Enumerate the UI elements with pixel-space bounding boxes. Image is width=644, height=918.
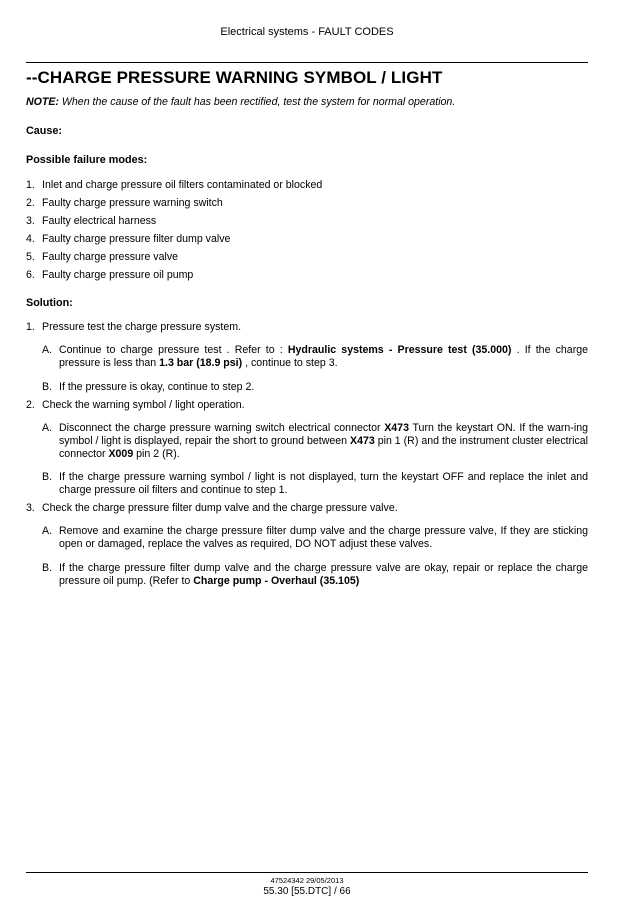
step-number: 1. bbox=[26, 321, 35, 333]
solution-step-2 bbox=[26, 399, 588, 412]
note-label: NOTE: bbox=[26, 96, 59, 108]
substep-text-part: Turn the keystart ON. If the warn-ing symbol / light is displayed, repair the short to ground between bbox=[59, 422, 588, 447]
footer-rule bbox=[26, 872, 588, 873]
connector-id: X009 bbox=[108, 448, 134, 460]
substep-text-part: If the charge pressure filter dump valve and the charge pressure valve are okay, repair or replace the charge pressure oil pump. (Refer to bbox=[59, 562, 588, 587]
step-text: Check the warning symbol / light operation. bbox=[42, 399, 245, 411]
step-1-substep-a bbox=[42, 344, 588, 370]
step-1-substep-b bbox=[42, 381, 588, 394]
failure-modes-list bbox=[26, 178, 588, 286]
item-number: 3. bbox=[26, 215, 35, 227]
list-item bbox=[26, 214, 588, 232]
step-number: 3. bbox=[26, 502, 35, 514]
footer-doc-ref: 47524342 29/05/2013 bbox=[270, 876, 344, 885]
substep-text: Remove and examine the charge pressure filter dump valve and the charge pressure valve, If they are sticking open or damaged, replace the valves as required, DO NOT adjust these valves. bbox=[59, 525, 588, 550]
reference-link: Charge pump - Overhaul (35.105) bbox=[193, 575, 360, 587]
item-text: Faulty electrical harness bbox=[42, 215, 157, 227]
failure-modes-heading: Possible failure modes: bbox=[26, 154, 148, 166]
step-3-substep-a bbox=[42, 525, 588, 551]
step-text: Pressure test the charge pressure system. bbox=[42, 321, 242, 333]
substep-text bbox=[42, 344, 588, 370]
step-2-substep-a bbox=[42, 422, 588, 461]
solution-heading: Solution: bbox=[26, 297, 73, 309]
substep-text-part: , continue to step 3. bbox=[242, 357, 338, 369]
item-number: 2. bbox=[26, 197, 35, 209]
pressure-value: 1.3 bar (18.9 psi) bbox=[159, 357, 243, 369]
page-title: --CHARGE PRESSURE WARNING SYMBOL / LIGHT bbox=[26, 68, 443, 87]
item-text: Inlet and charge pressure oil filters contaminated or blocked bbox=[42, 179, 323, 191]
cause-heading: Cause: bbox=[26, 125, 63, 137]
note-text: When the cause of the fault has been rectified, test the system for normal operation. bbox=[58, 96, 456, 108]
substep-text bbox=[42, 422, 588, 461]
substep-letter: B. bbox=[42, 471, 53, 483]
connector-id: X473 bbox=[350, 435, 375, 447]
list-item bbox=[26, 250, 588, 268]
item-number: 4. bbox=[26, 233, 35, 245]
item-text: Faulty charge pressure filter dump valve bbox=[42, 233, 231, 245]
substep-letter: A. bbox=[42, 344, 53, 356]
substep-text-part: pin 2 (R). bbox=[133, 448, 180, 460]
item-number: 5. bbox=[26, 251, 35, 263]
note bbox=[26, 96, 455, 108]
step-number: 2. bbox=[26, 399, 35, 411]
substep-letter: B. bbox=[42, 381, 53, 393]
list-item bbox=[26, 268, 588, 286]
header-rule bbox=[26, 62, 588, 63]
substep-text-part: . If the charge pressure is less than bbox=[59, 344, 588, 369]
footer-page-ref: 55.30 [55.DTC] / 66 bbox=[263, 886, 351, 897]
substep-text-part: Disconnect the charge pressure warning switch electrical connector bbox=[59, 422, 385, 434]
substep-text-part: Continue to charge pressure test . Refer to : bbox=[59, 344, 288, 356]
substep-letter: B. bbox=[42, 562, 53, 574]
list-item bbox=[26, 232, 588, 250]
item-number: 1. bbox=[26, 179, 35, 191]
solution-step-1 bbox=[26, 321, 588, 334]
document-page bbox=[26, 0, 588, 918]
substep-text: If the pressure is okay, continue to step 2. bbox=[59, 381, 255, 393]
step-2-substep-b bbox=[42, 471, 588, 497]
substep-letter: A. bbox=[42, 422, 53, 434]
item-text: Faulty charge pressure warning switch bbox=[42, 197, 223, 209]
item-text: Faulty charge pressure oil pump bbox=[42, 269, 194, 281]
list-item bbox=[26, 196, 588, 214]
item-text: Faulty charge pressure valve bbox=[42, 251, 179, 263]
step-text: Check the charge pressure filter dump valve and the charge pressure valve. bbox=[42, 502, 398, 514]
substep-letter: A. bbox=[42, 525, 53, 537]
substep-text: If the charge pressure warning symbol / light is not displayed, turn the keystart OFF and replace the inlet and charge pressure oil filters and continue to step 1. bbox=[59, 471, 588, 496]
substep-text-part: pin 1 (R) and the instrument cluster electrical connector bbox=[59, 435, 588, 460]
reference-link: Hydraulic systems - Pressure test (35.000) bbox=[287, 344, 512, 356]
solution-step-3 bbox=[26, 502, 588, 515]
substep-text bbox=[42, 562, 588, 588]
list-item bbox=[26, 178, 588, 196]
running-header: Electrical systems - FAULT CODES bbox=[220, 26, 394, 38]
step-3-substep-b bbox=[42, 562, 588, 588]
item-number: 6. bbox=[26, 269, 35, 281]
connector-id: X473 bbox=[384, 422, 409, 434]
